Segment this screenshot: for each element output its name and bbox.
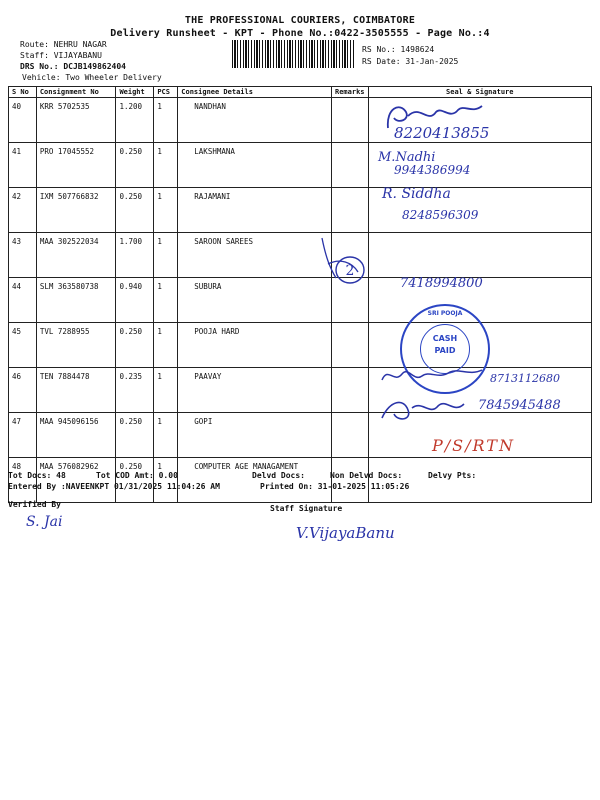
staff-label: Staff: VIJAYABANU [20, 51, 102, 60]
col-remarks: Remarks [332, 87, 369, 98]
vehicle-label: Vehicle: Two Wheeler Delivery [22, 73, 162, 82]
handwritten-name-41: M.Nadhi [378, 150, 436, 165]
cell-sno: 40 [9, 98, 37, 143]
cell-remarks [332, 368, 369, 413]
staff-signature: V.VijayaBanu [296, 524, 395, 542]
cell-remarks [332, 143, 369, 188]
cell-signature [368, 458, 591, 503]
circled-mark-44 [332, 254, 368, 286]
stamp-paid-text: PAID [434, 346, 456, 355]
cell-weight: 1.700 [116, 233, 154, 278]
cell-consignee: COMPUTER AGE MANAGAMENT [178, 458, 332, 503]
cell-pcs: 1 [154, 458, 178, 503]
cell-pcs: 1 [154, 323, 178, 368]
cell-pcs: 1 [154, 413, 178, 458]
cell-consignee: NANDHAN [178, 98, 332, 143]
cell-remarks [332, 98, 369, 143]
cell-weight: 1.200 [116, 98, 154, 143]
cell-weight: 0.250 [116, 188, 154, 233]
col-consignee: Consignee Details [178, 87, 332, 98]
cell-weight: 0.250 [116, 323, 154, 368]
table-row [9, 233, 592, 278]
table-row [9, 458, 592, 503]
cell-weight: 0.250 [116, 413, 154, 458]
cell-consignment: KRR 5702535 [36, 98, 116, 143]
cell-remarks [332, 323, 369, 368]
cell-consignment: TEN 7884478 [36, 368, 116, 413]
printed-on: Printed On: 31-01-2025 11:05:26 [260, 482, 410, 491]
cell-consignee: LAKSHMANA [178, 143, 332, 188]
cell-pcs: 1 [154, 278, 178, 323]
cell-sno: 43 [9, 233, 37, 278]
cell-weight: 0.235 [116, 368, 154, 413]
handwritten-phone-42: 8248596309 [402, 208, 479, 222]
barcode [232, 40, 354, 68]
delivery-points: Delvy Pts: [428, 471, 477, 480]
cell-sno: 41 [9, 143, 37, 188]
cell-consignee: POOJA HARD [178, 323, 332, 368]
cell-pcs: 1 [154, 368, 178, 413]
cell-consignee: SAROON SAREES [178, 233, 332, 278]
drs-label: DRS No.: DCJB149862404 [20, 62, 126, 71]
cell-pcs: 1 [154, 98, 178, 143]
col-seal-signature: Seal & Signature [368, 87, 591, 98]
cell-sno: 42 [9, 188, 37, 233]
cell-consignment: IXM 507766832 [36, 188, 116, 233]
cell-consignment: MAA 576082962 [36, 458, 116, 503]
handwritten-phone-46: 8713112680 [490, 372, 560, 385]
cell-consignment: MAA 945096156 [36, 413, 116, 458]
cell-signature [368, 233, 591, 278]
table-row [9, 98, 592, 143]
table-row [9, 143, 592, 188]
cell-sno: 47 [9, 413, 37, 458]
company-title: THE PROFESSIONAL COURIERS, COIMBATORE [184, 15, 416, 26]
cell-consignee: GOPI [178, 413, 332, 458]
route-label: Route: NEHRU NAGAR [20, 40, 107, 49]
signature-row-47 [378, 392, 478, 426]
total-cod-amount: Tot COD Amt: 0.00 [96, 471, 178, 480]
entered-by: Entered By :NAVEENKPT 01/31/2025 11:04:26 AM [8, 482, 220, 491]
stamp-cash-text: CASH [432, 334, 458, 343]
runsheet-subtitle: Delivery Runsheet - KPT - Phone No.:0422-3505555 - Page No.:4 [110, 28, 490, 39]
cell-remarks [332, 413, 369, 458]
staff-signature-label: Staff Signature [270, 504, 343, 513]
cell-consignment: PRO 17045552 [36, 143, 116, 188]
table-row [9, 188, 592, 233]
cell-weight: 0.940 [116, 278, 154, 323]
table-header [9, 87, 592, 98]
cell-sno: 46 [9, 368, 37, 413]
verified-by-label: Verified By [8, 500, 61, 509]
handwritten-phone-40: 8220413855 [394, 124, 490, 142]
cell-weight: 0.250 [116, 143, 154, 188]
cell-sno: 45 [9, 323, 37, 368]
table-row [9, 323, 592, 368]
cell-pcs: 1 [154, 233, 178, 278]
circled-mark-text: 2 [345, 263, 355, 279]
cell-consignee: SUBURA [178, 278, 332, 323]
rs-number: RS No.: 1498624 [362, 45, 435, 54]
cell-remarks [332, 458, 369, 503]
cell-consignment: MAA 302522034 [36, 233, 116, 278]
cell-consignment: TVL 7288955 [36, 323, 116, 368]
stamp-top-text: SRI POOJA [427, 310, 463, 317]
signature-row-46 [378, 362, 488, 388]
col-consignment: Consignment No [36, 87, 116, 98]
cell-consignee: RAJAMANI [178, 188, 332, 233]
cell-pcs: 1 [154, 188, 178, 233]
table-row [9, 278, 592, 323]
handwritten-phone-47: 7845945488 [478, 398, 561, 413]
handwritten-note-48: P/S/RTN [432, 436, 515, 455]
col-pcs: PCS [154, 87, 178, 98]
col-sno: S No [9, 87, 37, 98]
non-delivered-docs: Non Delvd Docs: [330, 471, 403, 480]
handwritten-phone-41: 9944386994 [394, 163, 471, 177]
col-weight: Weight [116, 87, 154, 98]
cell-consignment: SLM 363580738 [36, 278, 116, 323]
handwritten-phone-44: 7418994800 [400, 276, 483, 291]
cell-consignee: PAAVAY [178, 368, 332, 413]
cell-pcs: 1 [154, 143, 178, 188]
cell-remarks [332, 188, 369, 233]
cell-sno: 48 [9, 458, 37, 503]
verified-signature: S. Jai [26, 514, 63, 530]
rs-date: RS Date: 31-Jan-2025 [362, 57, 459, 66]
delivered-docs: Delvd Docs: [252, 471, 305, 480]
handwritten-name-42: R. Siddha [382, 186, 451, 202]
total-docs: Tot Docs: 48 [8, 471, 66, 480]
cell-sno: 44 [9, 278, 37, 323]
cell-weight: 0.250 [116, 458, 154, 503]
